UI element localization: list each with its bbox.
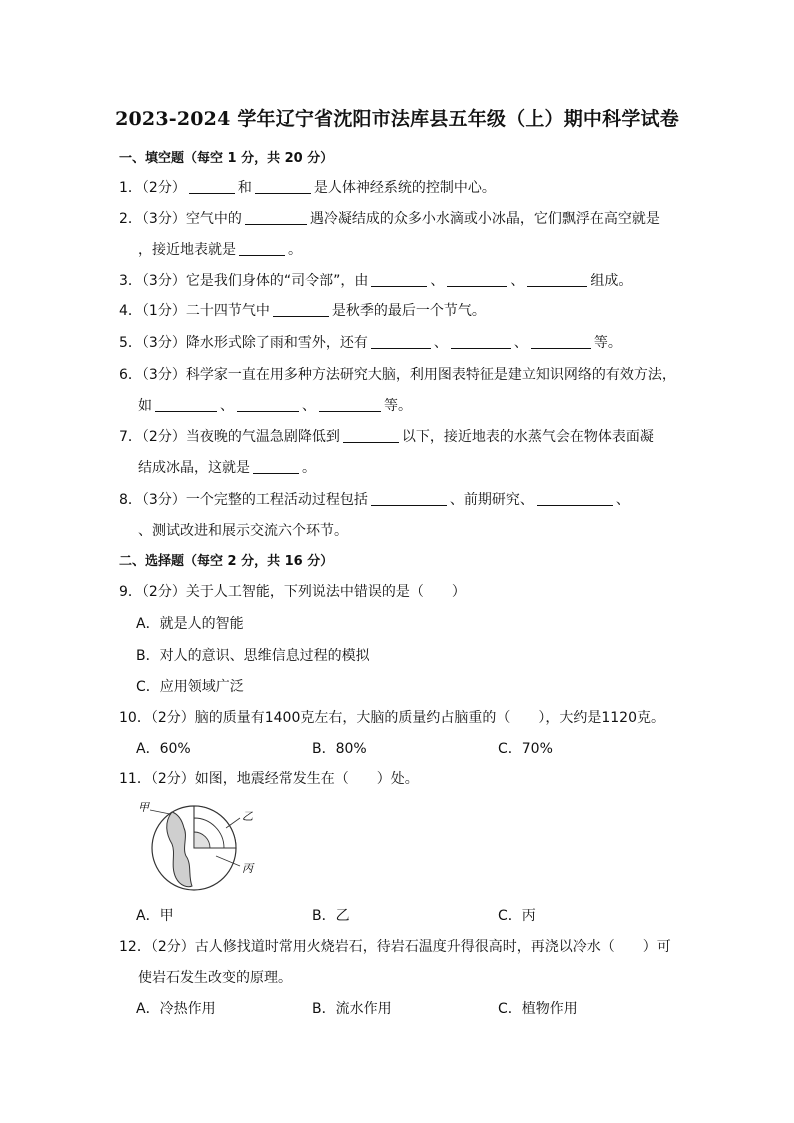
q2-blank-1[interactable] xyxy=(245,210,307,225)
q3-blank-3[interactable] xyxy=(527,272,587,287)
q6-sep-1: 、 xyxy=(220,398,234,414)
question-7 xyxy=(119,426,654,446)
q11-stem: 如图，地震经常发生在（ ）处。 xyxy=(194,771,419,787)
q11-option-a[interactable]: A．甲 xyxy=(136,908,174,924)
question-12-continued: 使岩石发生改变的原理。 xyxy=(138,970,292,986)
question-12 xyxy=(119,936,671,956)
q2-number: 2．（3分） xyxy=(119,211,186,227)
question-10 xyxy=(119,707,665,727)
earth-structure-figure xyxy=(136,800,266,892)
q3-number: 3．（3分） xyxy=(119,273,186,289)
q8-text-3: 、 xyxy=(615,492,630,508)
q6-text-1: 科学家一直在用多种方法研究大脑，利用图表特征是建立知识网络的有效方法， xyxy=(185,367,676,383)
question-7-continued xyxy=(138,457,316,477)
question-1 xyxy=(119,177,496,197)
q12-option-b[interactable]: B．流水作用 xyxy=(312,1001,392,1017)
q1-text-2: 是人体神经系统的控制中心。 xyxy=(313,180,496,196)
q8-text-4: 、测试改进和展示交流六个环节。 xyxy=(138,523,348,539)
q3-text-2: 组成。 xyxy=(590,273,633,289)
question-6-continued xyxy=(138,395,412,415)
question-5 xyxy=(119,332,622,352)
q12-option-a[interactable]: A．冷热作用 xyxy=(136,1001,216,1017)
q10-stem: 脑的质量有1400克左右，大脑的质量约占脑重的（ ），大约是1120克。 xyxy=(194,710,665,726)
q8-blank-1[interactable] xyxy=(371,491,447,506)
q4-number: 4．（1分） xyxy=(119,303,186,319)
q12-stem: 古人修找道时常用火烧岩石，待岩石温度升得很高时，再浇以冷水（ ）可 xyxy=(194,939,671,955)
q2-text-4: 。 xyxy=(288,242,302,258)
q7-number: 7．（2分） xyxy=(119,429,186,445)
label-jia: 甲 xyxy=(138,801,149,814)
q11-number: 11．（2分） xyxy=(119,771,195,787)
question-8 xyxy=(119,489,630,509)
bing-pointer xyxy=(216,856,240,866)
q7-text-1: 当夜晚的气温急剧降低到 xyxy=(185,429,340,445)
q5-blank-2[interactable] xyxy=(451,334,511,349)
q10-number: 10．（2分） xyxy=(119,710,195,726)
q2-blank-2[interactable] xyxy=(239,241,285,256)
q8-blank-2[interactable] xyxy=(537,491,613,506)
q3-blank-2[interactable] xyxy=(447,272,507,287)
q1-blank-1[interactable] xyxy=(189,179,235,194)
section-choice-heading: 二、选择题（每空 2 分，共 16 分） xyxy=(119,554,334,569)
q8-text-1: 一个完整的工程活动过程包括 xyxy=(185,492,368,508)
q6-blank-1[interactable] xyxy=(155,397,217,412)
q1-text-1: 和 xyxy=(237,180,252,196)
q7-blank-2[interactable] xyxy=(253,459,299,474)
question-2-continued xyxy=(138,239,302,259)
question-8-continued xyxy=(138,520,348,540)
q10-option-b[interactable]: B．80% xyxy=(312,741,367,757)
q9-option-b[interactable]: B．对人的意识、思维信息过程的模拟 xyxy=(136,648,370,664)
q5-number: 5．（3分） xyxy=(119,335,186,351)
q10-option-a[interactable]: A．60% xyxy=(136,741,191,757)
q11-option-c[interactable]: C．丙 xyxy=(498,908,536,924)
q7-blank-1[interactable] xyxy=(343,428,399,443)
question-4 xyxy=(119,300,486,320)
question-9 xyxy=(119,581,466,601)
q8-number: 8．（3分） xyxy=(119,492,186,508)
page-title: 2023-2024 学年辽宁省沈阳市法库县五年级（上）期中科学试卷 xyxy=(115,108,679,130)
q9-option-a[interactable]: A．就是人的智能 xyxy=(136,616,244,632)
q6-text-3: 等。 xyxy=(384,398,412,414)
q4-text-1: 二十四节气中 xyxy=(185,303,270,319)
question-6 xyxy=(119,364,676,384)
q7-text-4: 。 xyxy=(302,460,316,476)
q6-number: 6．（3分） xyxy=(119,367,186,383)
q2-text-3: ，接近地表就是 xyxy=(138,242,236,258)
question-2 xyxy=(119,208,660,228)
q10-option-c[interactable]: C．70% xyxy=(498,741,553,757)
label-bing: 丙 xyxy=(242,862,253,875)
q12-number: 12．（2分） xyxy=(119,939,195,955)
q5-blank-1[interactable] xyxy=(371,334,431,349)
q9-stem: 关于人工智能，下列说法中错误的是（ ） xyxy=(185,584,466,600)
q6-sep-2: 、 xyxy=(302,398,316,414)
q3-blank-1[interactable] xyxy=(371,272,427,287)
q5-blank-3[interactable] xyxy=(531,334,591,349)
question-11 xyxy=(119,768,419,788)
q8-text-2: 、前期研究、 xyxy=(449,492,534,508)
q2-text-2: 遇冷凝结成的众多小水滴或小冰晶，它们飘浮在高空就是 xyxy=(309,211,660,227)
q12-option-c[interactable]: C．植物作用 xyxy=(498,1001,578,1017)
q11-option-b[interactable]: B．乙 xyxy=(312,908,350,924)
continent-shape xyxy=(167,812,192,887)
q6-blank-2[interactable] xyxy=(237,397,299,412)
q1-number: 1．（2分） xyxy=(119,180,186,196)
q3-sep-1: 、 xyxy=(430,273,445,289)
section-fill-blank-heading: 一、填空题（每空 1 分，共 20 分） xyxy=(119,151,334,166)
q5-sep-1: 、 xyxy=(433,335,448,351)
q9-number: 9．（2分） xyxy=(119,584,186,600)
q4-text-2: 是秋季的最后一个节气。 xyxy=(331,303,486,319)
jia-pointer xyxy=(150,810,170,814)
q7-text-3: 结成冰晶，这就是 xyxy=(138,460,250,476)
q3-sep-2: 、 xyxy=(510,273,525,289)
q6-blank-3[interactable] xyxy=(319,397,381,412)
q5-sep-2: 、 xyxy=(513,335,528,351)
q1-blank-2[interactable] xyxy=(255,179,311,194)
q7-text-2: 以下，接近地表的水蒸气会在物体表面凝 xyxy=(401,429,654,445)
q6-text-2: 如 xyxy=(138,398,152,414)
label-yi: 乙 xyxy=(242,810,253,823)
q2-text-1: 空气中的 xyxy=(185,211,242,227)
q9-option-c[interactable]: C．应用领域广泛 xyxy=(136,679,244,695)
q5-text-1: 降水形式除了雨和雪外，还有 xyxy=(185,335,368,351)
q5-text-2: 等。 xyxy=(593,335,622,351)
question-3 xyxy=(119,270,632,290)
q3-text-1: 它是我们身体的“司令部”，由 xyxy=(185,273,369,289)
q4-blank-1[interactable] xyxy=(273,302,329,317)
